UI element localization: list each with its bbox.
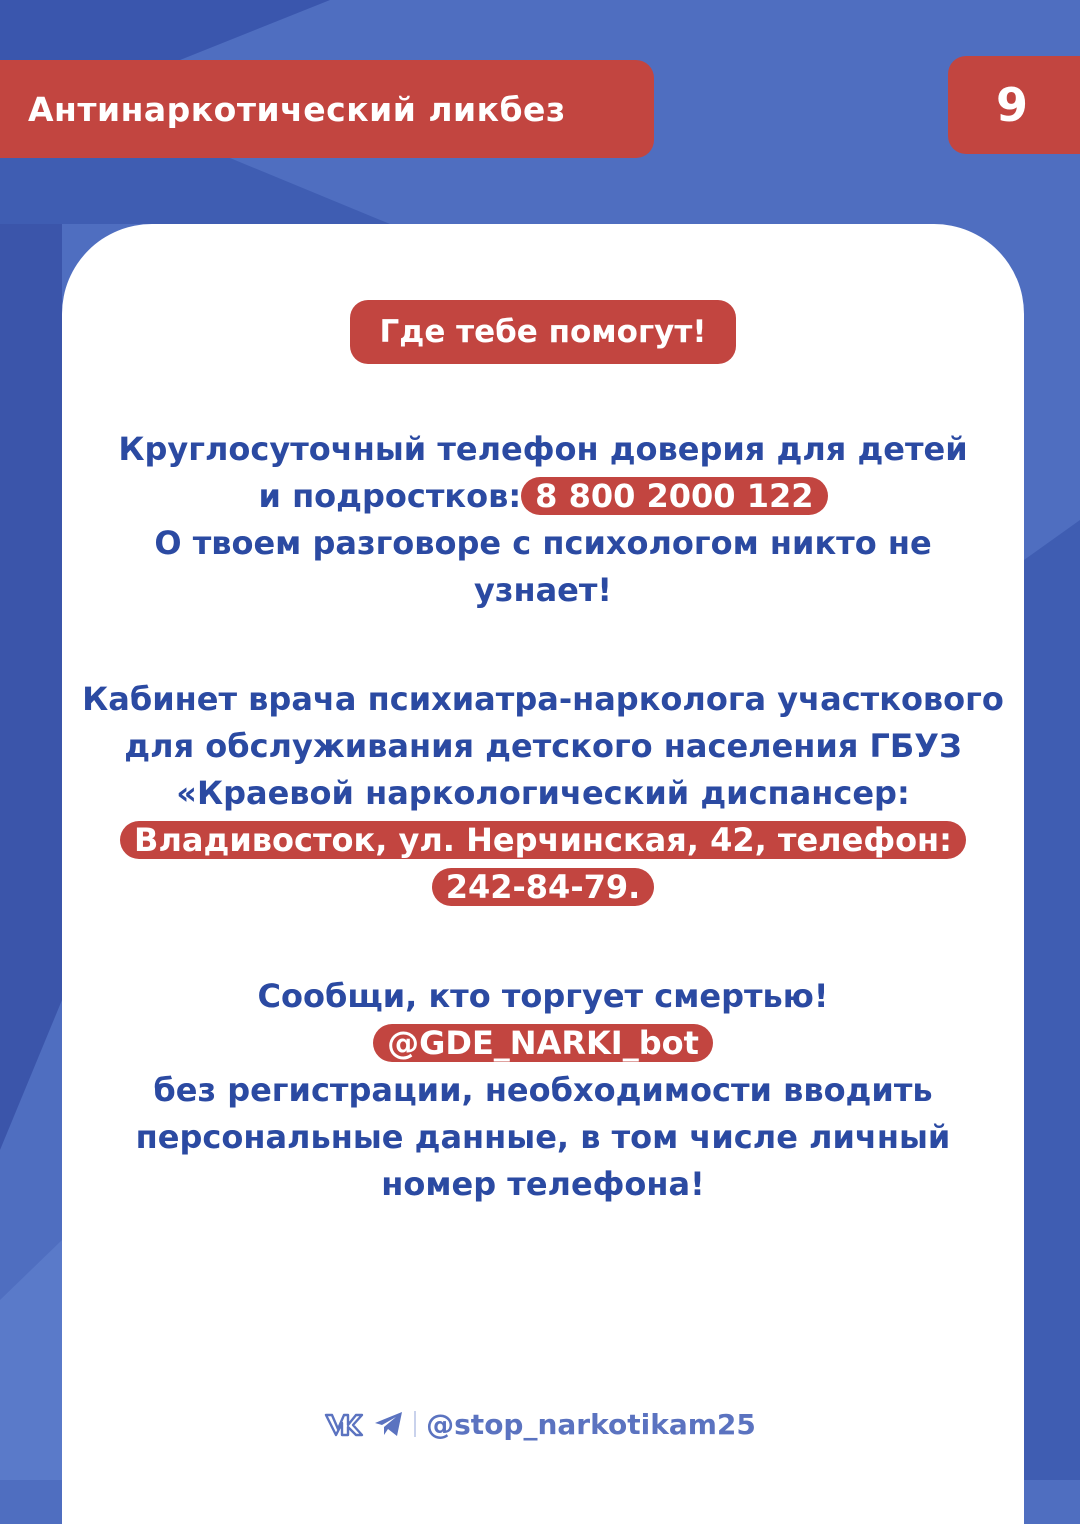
- clinic-block: [62, 676, 1024, 911]
- hotline-line2-prefix: и подростков:: [258, 477, 522, 515]
- page-number-badge: [948, 56, 1080, 154]
- footer-handle[interactable]: @stop_narkotikam25: [426, 1407, 756, 1441]
- header-title: Антинаркотический ликбез: [28, 89, 566, 129]
- telegram-icon[interactable]: [374, 1411, 404, 1437]
- section-title: Где тебе помогут!: [350, 300, 737, 364]
- clinic-description: Кабинет врача психиатра-нарколога участкового для обслуживания детского населения ГБУЗ «Краевой наркологический диспансер:: [82, 680, 1004, 812]
- hotline-line1: Круглосуточный телефон доверия для детей: [118, 430, 968, 468]
- clinic-address: Владивосток, ул. Нерчинская, 42, телефон: 242-84-79.: [120, 821, 966, 906]
- report-block: [62, 973, 1024, 1208]
- header-banner: [0, 60, 654, 158]
- vk-icon[interactable]: [324, 1411, 364, 1437]
- footer-divider: [414, 1411, 416, 1437]
- footer: [0, 1404, 1080, 1444]
- hotline-phone[interactable]: 8 800 2000 122: [521, 477, 827, 515]
- report-title: Сообщи, кто торгует смертью!: [257, 977, 829, 1015]
- report-note: без регистрации, необходимости вводить персональные данные, в том числе личный номер телефона!: [135, 1071, 951, 1203]
- content-body: [62, 224, 1024, 1208]
- hotline-block: [62, 426, 1024, 614]
- page-number: 9: [995, 78, 1028, 132]
- hotline-note: О твоем разговоре с психологом никто не узнает!: [154, 524, 932, 609]
- report-bot-link[interactable]: @GDE_NARKI_bot: [373, 1024, 713, 1062]
